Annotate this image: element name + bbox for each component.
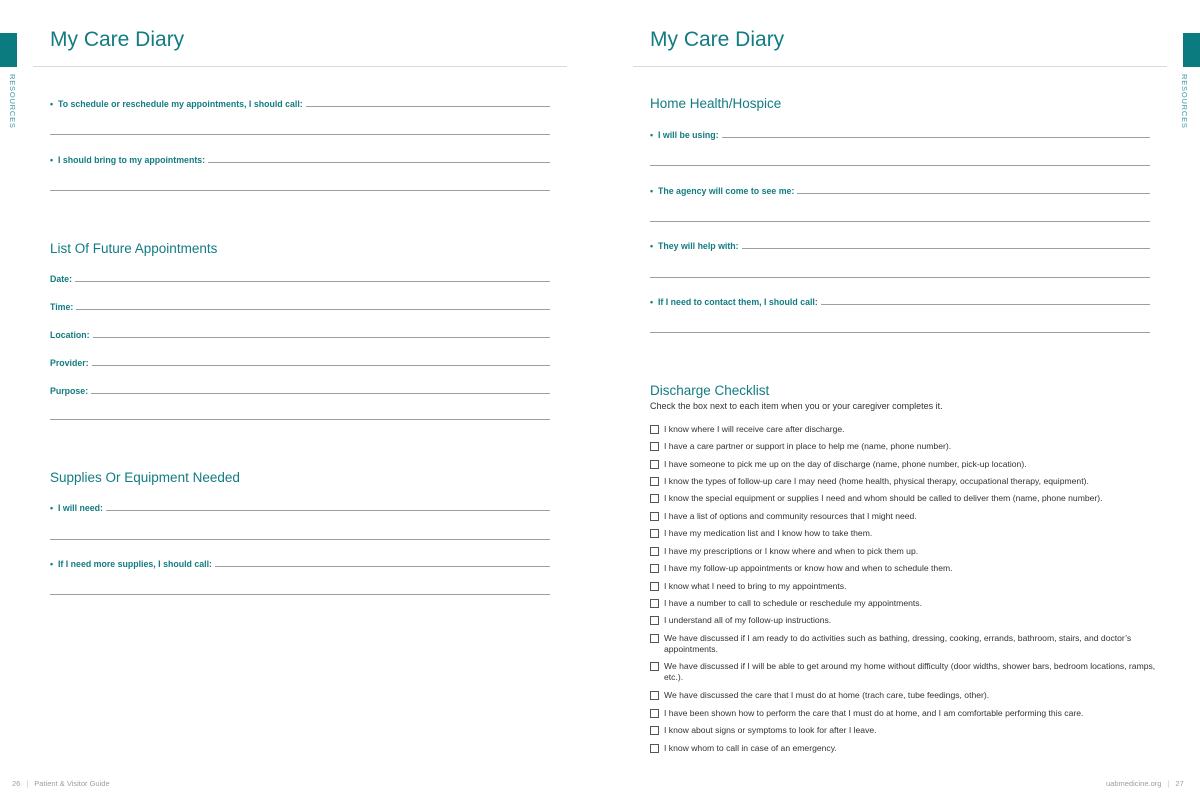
appointments-heading: List Of Future Appointments [50,241,218,256]
home-health-heading: Home Health/Hospice [650,96,782,111]
checklist-item[interactable]: I know what I need to bring to my appointments. [650,581,1160,592]
guide-name: Patient & Visitor Guide [34,779,110,788]
checklist-item[interactable]: I have a care partner or support in place to help me (name, phone number). [650,441,1160,452]
checkbox[interactable] [650,744,659,753]
right-header-rule [633,66,1167,67]
checkbox[interactable] [650,582,659,591]
checklist-item[interactable]: I have a number to call to schedule or reschedule my appointments. [650,598,1160,609]
write-line[interactable] [50,134,550,135]
checkbox[interactable] [650,726,659,735]
write-line[interactable] [50,419,550,420]
checkbox[interactable] [650,494,659,503]
left-page-title: My Care Diary [50,28,185,51]
page-number: 26 [12,779,21,788]
bring-to-appointments-field[interactable]: • I should bring to my appointments: [50,149,550,165]
schedule-call-field[interactable]: • To schedule or reschedule my appointments, I should call: [50,93,550,109]
left-footer: 26 | Patient & Visitor Guide [12,779,110,788]
checklist-item[interactable]: I have been shown how to perform the care that I must do at home, and I am comfortable performing this care. [650,708,1160,719]
checklist-item[interactable]: I know where I will receive care after discharge. [650,424,1160,435]
write-line[interactable] [650,165,1150,166]
checklist-item[interactable]: I have someone to pick me up on the day of discharge (name, phone number, pick-up location). [650,459,1160,470]
contact-agency-field[interactable]: • If I need to contact them, I should call: [650,291,1150,307]
left-header-rule [33,66,567,67]
checklist-item[interactable]: I know the special equipment or supplies I need and whom should be called to deliver them (name, phone number). [650,493,1160,504]
checkbox[interactable] [650,599,659,608]
write-line[interactable] [650,332,1150,333]
site-url[interactable]: uabmedicine.org [1106,779,1162,788]
page-number: 27 [1175,779,1184,788]
left-side-label: RESOURCES [8,74,17,129]
discharge-intro: Check the box next to each item when you or your caregiver completes it. [650,401,943,411]
checklist-item[interactable]: I have my prescriptions or I know where and when to pick them up. [650,546,1160,557]
checkbox[interactable] [650,529,659,538]
location-field[interactable]: Location: [50,324,550,340]
agency-visit-field[interactable]: • The agency will come to see me: [650,180,1150,196]
checkbox[interactable] [650,634,659,643]
checkbox[interactable] [650,564,659,573]
supplies-heading: Supplies Or Equipment Needed [50,470,240,485]
checklist-item[interactable]: I have a list of options and community resources that I might need. [650,511,1160,522]
checkbox[interactable] [650,691,659,700]
write-line[interactable] [50,190,550,191]
right-page-title: My Care Diary [650,28,785,51]
checkbox[interactable] [650,709,659,718]
checklist-item[interactable]: We have discussed the care that I must do at home (trach care, tube feedings, other). [650,690,1160,701]
more-supplies-field[interactable]: • If I need more supplies, I should call: [50,553,550,569]
help-with-field[interactable]: • They will help with: [650,235,1150,251]
checkbox[interactable] [650,512,659,521]
checkbox[interactable] [650,460,659,469]
right-page-tab [1183,33,1200,67]
checklist-item[interactable]: I have my follow-up appointments or know how and when to schedule them. [650,563,1160,574]
will-need-field[interactable]: • I will need: [50,497,550,513]
checklist-item[interactable]: I know the types of follow-up care I may need (home health, physical therapy, occupational therapy, equipment). [650,476,1160,487]
write-line[interactable] [50,594,550,595]
write-line[interactable] [650,277,1150,278]
time-field[interactable]: Time: [50,296,550,312]
date-field[interactable]: Date: [50,268,550,284]
checklist-item[interactable]: We have discussed if I am ready to do activities such as bathing, dressing, cooking, errands, bathroom, stairs, and doctor’s appointments. [650,633,1160,655]
checkbox[interactable] [650,662,659,671]
purpose-field[interactable]: Purpose: [50,380,550,396]
checklist-item[interactable]: I know whom to call in case of an emergency. [650,743,1160,754]
right-side-label: RESOURCES [1180,74,1189,129]
write-line[interactable] [50,539,550,540]
left-page-tab [0,33,17,67]
checkbox[interactable] [650,547,659,556]
discharge-heading: Discharge Checklist [650,383,770,398]
checklist-item[interactable]: We have discussed if I will be able to get around my home without difficulty (door widths, shower bars, bedroom locations, ramps, etc.). [650,661,1160,683]
checkbox[interactable] [650,442,659,451]
checkbox[interactable] [650,425,659,434]
provider-field[interactable]: Provider: [50,352,550,368]
write-line[interactable] [650,221,1150,222]
checkbox[interactable] [650,616,659,625]
checklist-item[interactable]: I understand all of my follow-up instructions. [650,615,1160,626]
checklist-item[interactable]: I know about signs or symptoms to look for after I leave. [650,725,1160,736]
will-be-using-field[interactable]: • I will be using: [650,124,1150,140]
checklist-item[interactable]: I have my medication list and I know how to take them. [650,528,1160,539]
checkbox[interactable] [650,477,659,486]
right-footer: uabmedicine.org | 27 [1106,779,1184,788]
